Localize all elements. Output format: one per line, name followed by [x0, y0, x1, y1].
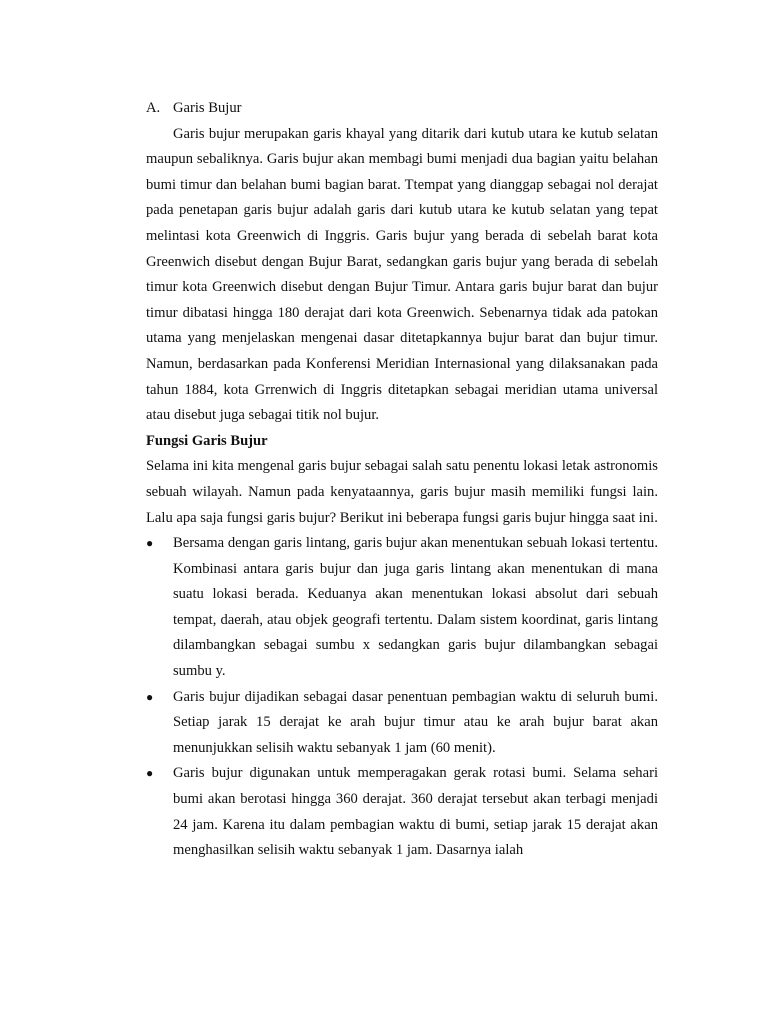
- list-item-text: Bersama dengan garis lintang, garis bujur akan menentukan sebuah lokasi tertentu. Kombinasi antara garis bujur dan juga garis lintang akan menentukan di mana suatu lokasi berada. Keduanya akan menentukan lokasi absolut dari sebuah tempat, daerah, atau objek geografi tertentu. Dalam sistem koordinat, garis lintang dilambangkan sebagai sumbu x sedangkan garis bujur dilambangkan sebagai sumbu y.: [173, 535, 658, 680]
- section-a-title: Garis Bujur: [173, 100, 242, 116]
- fungsi-intro-paragraph: Selama ini kita mengenal garis bujur sebagai salah satu penentu lokasi letak astronomis sebuah wilayah. Namun pada kenyataannya, garis bujur masih memiliki fungsi lain. Lalu apa saja fungsi garis bujur? Berikut ini beberapa fungsi garis bujur hingga saat ini.: [146, 458, 658, 526]
- fungsi-bullet-list: [146, 531, 658, 864]
- fungsi-heading: Fungsi Garis Bujur: [146, 432, 268, 449]
- bullet-icon: ●: [146, 766, 154, 781]
- list-item-text: Garis bujur digunakan untuk memperagakan gerak rotasi bumi. Selama sehari bumi akan berotasi hingga 360 derajat. 360 derajat tersebut akan terbagi menjadi 24 jam. Karena itu dalam pembagian waktu di bumi, setiap jarak 15 derajat akan menghasilkan selisih waktu sebanyak 1 jam. Dasarnya ialah: [173, 765, 658, 859]
- section-a-paragraph: Garis bujur merupakan garis khayal yang ditarik dari kutub utara ke kutub selatan maupun sebaliknya. Garis bujur akan membagi bumi menjadi dua bagian yaitu belahan bumi timur dan belahan bumi bagian barat. Ttempat yang dianggap sebagai nol derajat pada penetapan garis bujur adalah garis dari kutub utara ke kutub selatan yang tepat melintasi kota Greenwich di Inggris. Garis bujur yang berada di sebelah barat kota Greenwich disebut dengan Bujur Barat, sedangkan garis bujur yang berada di sebelah timur kota Greenwich disebut dengan Bujur Timur. Antara garis bujur barat dan bujur timur dibatasi hingga 180 derajat dari kota Greenwich. Sebenarnya tidak ada patokan utama yang menjelaskan mengenai dasar ditetapkannya bujur barat dan bujur timur. Namun, berdasarkan pada Konferensi Meridian Internasional yang dilaksanakan pada tahun 1884, kota Grrenwich di Inggris ditetapkan sebagai meridian utama universal atau disebut juga sebagai titik nol bujur.: [146, 125, 658, 424]
- document-page: [146, 96, 658, 864]
- section-a-marker: A.: [146, 100, 161, 116]
- bullet-icon: ●: [146, 536, 154, 551]
- list-item-text: Garis bujur dijadikan sebagai dasar penentuan pembagian waktu di seluruh bumi. Setiap jarak 15 derajat ke arah bujur timur atau ke arah bujur barat akan menunjukkan selisih waktu sebanyak 1 jam (60 menit).: [173, 688, 658, 756]
- list-item: [146, 761, 658, 863]
- list-item: [146, 685, 658, 762]
- section-a-heading: [146, 96, 658, 122]
- list-item: [146, 531, 658, 685]
- bullet-icon: ●: [146, 689, 154, 704]
